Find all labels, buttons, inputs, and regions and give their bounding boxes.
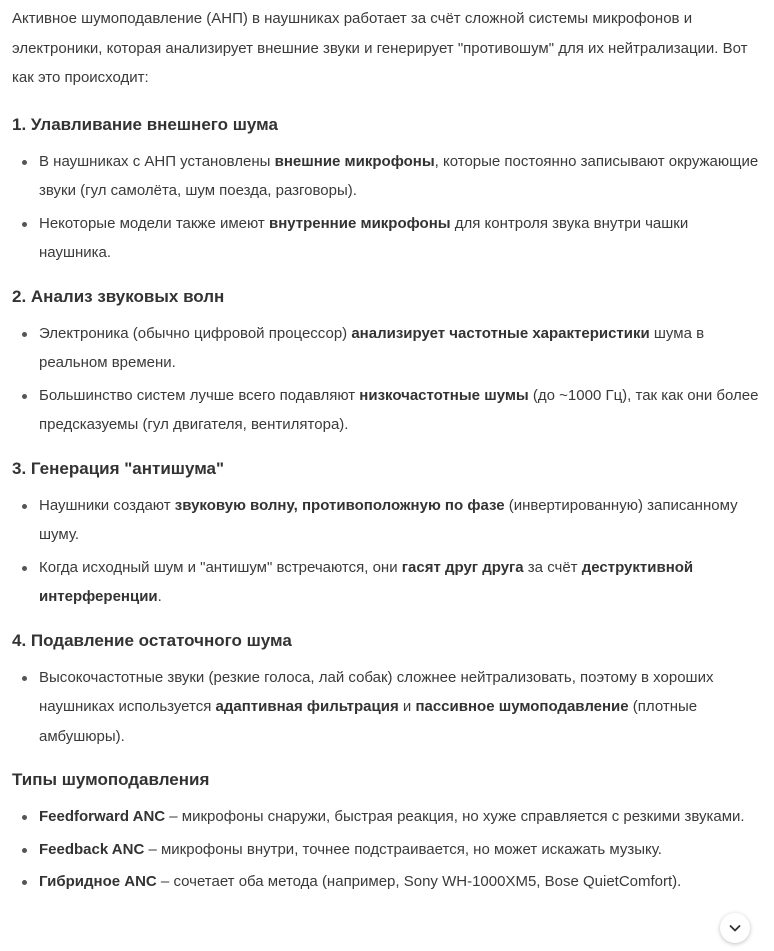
bold-text: адаптивная фильтрация [215,698,399,715]
text-segment: . [157,588,162,605]
text-segment: Некоторые модели также имеют [39,214,269,232]
list-item [12,663,764,752]
list-item [12,553,764,612]
scroll-down-button[interactable] [720,913,750,943]
text-segment: и [398,698,416,715]
chevron-down-icon [727,920,743,936]
section-heading: 2. Анализ звуковых волн [12,286,225,306]
section-heading: Типы шумоподавления [12,770,210,789]
bullet-list [12,663,764,752]
bold-text: Гибридное ANC [39,873,157,890]
bullet-list [12,491,764,612]
list-item [12,209,764,268]
section-heading: 3. Генерация "антишума" [12,458,225,478]
text-segment: Высокочастотные звуки (резкие голоса, лай собак) сложнее нейтрализовать, поэтому в хороших наушниках используется [39,668,714,715]
bold-text: внешние микрофоны [274,152,435,170]
list-item [12,835,764,865]
text-segment: для контроля звука внутри чашки наушника. [39,214,689,261]
text-segment: – микрофоны снаружи, быстрая реакция, но хуже справляется с резкими звуками. [165,808,745,825]
bold-text: низкочастотные шумы [359,386,529,404]
list-item [12,381,764,440]
bullet-list [12,147,764,268]
bold-text: внутренние микрофоны [268,214,451,232]
bold-text: пассивное шумоподавление [415,698,629,715]
list-item [12,491,764,550]
bold-text: звуковую волну, противоположную по фазе [174,496,505,514]
list-item [12,867,764,897]
bullet-list [12,319,764,440]
text-segment: , которые постоянно записывают окружающие звуки (гул самолёта, шум поезда, разговоры). [39,152,759,199]
text-segment: (до ~1000 Гц), так как они более предсказуемы (гул двигателя, вентилятора). [39,386,759,433]
list-item [12,147,764,206]
text-segment: Наушники создают [39,496,175,514]
bold-text: анализирует частотные характеристики [351,324,650,342]
text-segment: – сочетает оба метода (например, Sony WH-1000XM5, Bose QuietComfort). [156,873,682,890]
list-item [12,802,764,832]
message-content [12,0,764,897]
text-segment: Электроника (обычно цифровой процессор) [39,324,352,342]
text-segment: (плотные амбушюры). [39,698,698,745]
text-segment: (инвертированную) записанному шуму. [39,496,738,543]
bullet-list [12,802,764,897]
intro-paragraph: Активное шумоподавление (АНП) в наушниках работает за счёт сложной системы микрофонов и электроники, которая анализирует внешние звуки и генерирует "противошум" для их нейтрализации. Вот как это происходит: [12,10,748,86]
bold-text: Feedback ANC [39,840,145,858]
bold-text: деструктивной интерференции [39,558,694,605]
text-segment: В наушниках с АНП установлены [39,152,275,170]
bold-text: Feedforward ANC [39,808,166,825]
section-heading: 4. Подавление остаточного шума [12,630,292,650]
bold-text: гасят друг друга [401,558,524,576]
text-segment: за счёт [523,558,582,576]
section-heading: 1. Улавливание внешнего шума [12,114,278,134]
text-segment: шума в реальном времени. [39,324,705,371]
sections-container [12,113,764,897]
list-item [12,319,764,378]
text-segment: – микрофоны внутри, точнее подстраивается, но может искажать музыку. [144,840,662,858]
text-segment: Когда исходный шум и "антишум" встречаются, они [39,558,402,576]
text-segment: Большинство систем лучше всего подавляют [39,386,360,404]
